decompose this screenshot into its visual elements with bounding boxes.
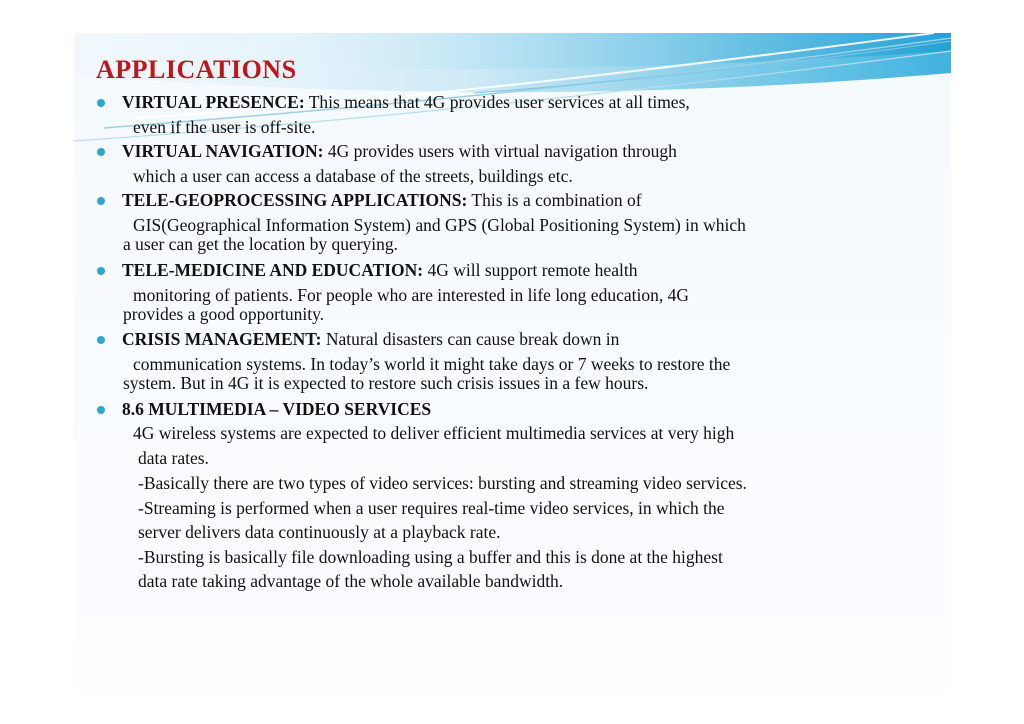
item-continuation-line: 4G wireless systems are expected to deliver efficient multimedia services at very high [133, 423, 735, 443]
item-heading: TELE-GEOPROCESSING APPLICATIONS: [122, 190, 468, 210]
item-continuation-line: GIS(Geographical Information System) and GPS (Global Positioning System) in which [133, 215, 746, 235]
item-continuation-line: even if the user is off-site. [133, 117, 316, 137]
item-continuation-line: provides a good opportunity. [123, 304, 325, 324]
slide-content [74, 33, 951, 691]
item-lead-text: This is a combination of [467, 190, 642, 210]
bullet-dot-icon [97, 99, 105, 107]
item-lead-text: This means that 4G provides user services at all times, [304, 92, 690, 112]
slide-title: APPLICATIONS [96, 55, 297, 84]
item-lead-text: 4G provides users with virtual navigation through [323, 141, 677, 161]
item-heading: CRISIS MANAGEMENT: [122, 329, 322, 349]
item-continuation-line: monitoring of patients. For people who are interested in life long education, 4G [133, 285, 689, 305]
item-continuation-line: a user can get the location by querying. [123, 234, 399, 254]
item-continuation-line: which a user can access a database of the streets, buildings etc. [133, 166, 573, 186]
item-continuation-line: -Basically there are two types of video services: bursting and streaming video services. [138, 473, 747, 493]
item-heading: VIRTUAL NAVIGATION: [122, 141, 324, 161]
item-lead-text: 4G will support remote health [423, 260, 638, 280]
item-continuation-line: server delivers data continuously at a playback rate. [138, 522, 501, 542]
item-continuation-line: data rate taking advantage of the whole available bandwidth. [138, 571, 564, 591]
slide [74, 33, 951, 691]
item-continuation-line: -Streaming is performed when a user requires real-time video services, in which the [138, 498, 725, 518]
bullet-dot-icon [97, 336, 105, 344]
item-heading: VIRTUAL PRESENCE: [122, 92, 305, 112]
item-continuation-line: system. But in 4G it is expected to restore such crisis issues in a few hours. [123, 373, 649, 393]
item-continuation-line: data rates. [138, 448, 209, 468]
item-continuation-line: -Bursting is basically file downloading using a buffer and this is done at the highest [138, 547, 723, 567]
bullet-dot-icon [97, 406, 105, 414]
item-lead-text: Natural disasters can cause break down in [321, 329, 620, 349]
bullet-dot-icon [97, 267, 105, 275]
bullet-dot-icon [97, 197, 105, 205]
item-continuation-line: communication systems. In today’s world it might take days or 7 weeks to restore the [133, 354, 731, 374]
item-heading: TELE-MEDICINE AND EDUCATION: [122, 260, 424, 280]
bullet-dot-icon [97, 148, 105, 156]
item-heading: 8.6 MULTIMEDIA – VIDEO SERVICES [122, 399, 432, 419]
